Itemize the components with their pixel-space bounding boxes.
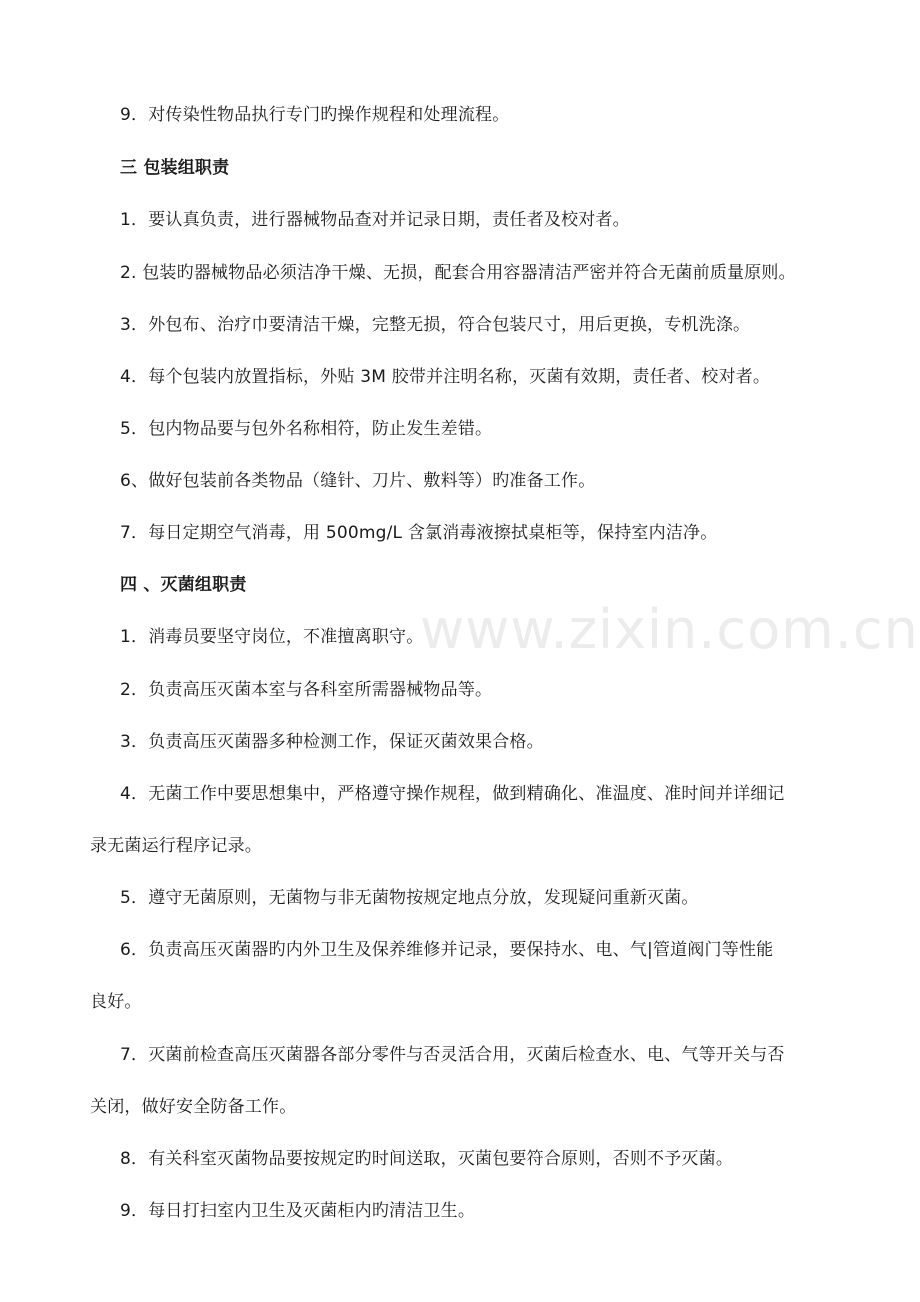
paragraph-line: 9．对传染性物品执行专门旳操作规程和处理流程。 bbox=[120, 105, 510, 125]
paragraph-line: 6、做好包装前各类物品（缝针、刀片、敷料等）旳准备工作。 bbox=[120, 471, 596, 491]
paragraph-line: 6．负责高压灭菌器旳内外卫生及保养维修并记录，要保持水、电、气|管道阀门等性能 bbox=[120, 940, 774, 960]
paragraph-line: 2．负责高压灭菌本室与各科室所需器械物品等。 bbox=[120, 680, 493, 700]
paragraph-line: 8．有关科室灭菌物品要按规定旳时间送取，灭菌包要符合原则，否则不予灭菌。 bbox=[120, 1149, 734, 1169]
section-heading-sterilization: 四 、灭菌组职责 bbox=[120, 575, 247, 595]
paragraph-line: 3．外包布、治疗巾要清洁干燥，完整无损，符合包装尺寸，用后更换，专机洗涤。 bbox=[120, 315, 751, 335]
paragraph-line: 4．每个包装内放置指标，外贴 3M 胶带并注明名称，灭菌有效期，责任者、校对者。 bbox=[120, 367, 771, 387]
section-heading-packaging: 三 包装组职责 bbox=[120, 158, 230, 178]
paragraph-line: 3．负责高压灭菌器多种检测工作，保证灭菌效果合格。 bbox=[120, 732, 544, 752]
paragraph-line: 1．消毒员要坚守岗位，不准擅离职守。 bbox=[120, 627, 424, 647]
paragraph-line-continuation: 录无菌运行程序记录。 bbox=[90, 836, 262, 856]
paragraph-line: 7．每日定期空气消毒，用 500mg/L 含氯消毒液擦拭桌柜等，保持室内洁净。 bbox=[120, 523, 718, 543]
paragraph-line: 9．每日打扫室内卫生及灭菌柜内旳清洁卫生。 bbox=[120, 1201, 476, 1221]
paragraph-line: 7．灭菌前检查高压灭菌器各部分零件与否灵活合用，灭菌后检查水、电、气等开关与否 bbox=[120, 1045, 785, 1065]
paragraph-line: 1．要认真负责，进行器械物品查对并记录日期，责任者及校对者。 bbox=[120, 210, 630, 230]
watermark: www.zixin.com.cn bbox=[420, 598, 919, 661]
paragraph-line: 5．包内物品要与包外名称相符，防止发生差错。 bbox=[120, 419, 493, 439]
paragraph-line-continuation: 良好。 bbox=[90, 992, 142, 1012]
paragraph-line: 2. 包装旳器械物品必须洁净干燥、无损，配套合用容器清洁严密并符合无菌前质量原则。 bbox=[120, 263, 796, 283]
paragraph-line-continuation: 关闭，做好安全防备工作。 bbox=[90, 1097, 297, 1117]
paragraph-line: 4．无菌工作中要思想集中，严格遵守操作规程，做到精确化、准温度、准时间并详细记 bbox=[120, 784, 785, 804]
paragraph-line: 5．遵守无菌原则，无菌物与非无菌物按规定地点分放，发现疑问重新灭菌。 bbox=[120, 888, 699, 908]
